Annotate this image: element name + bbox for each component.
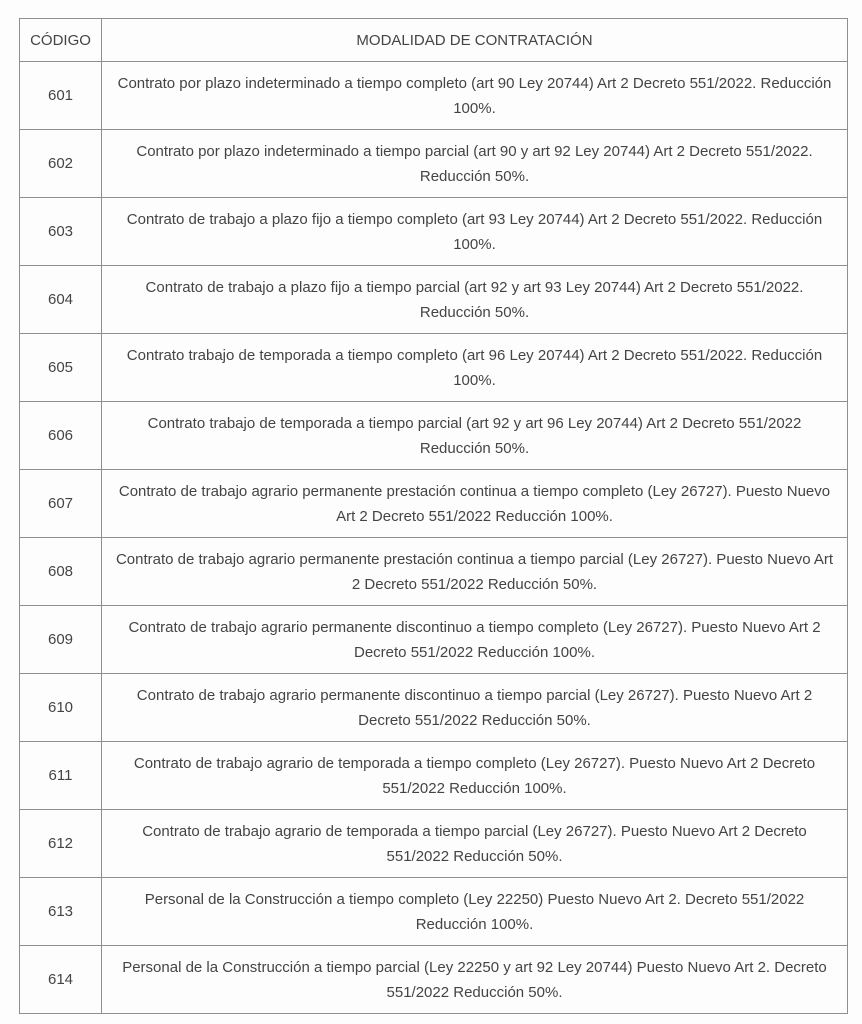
cell-description: Contrato de trabajo agrario de temporada a tiempo completo (Ley 26727). Puesto Nuevo Art 2 Decreto 551/2022 Reducción 100%. (102, 742, 848, 810)
cell-description: Contrato de trabajo agrario de temporada a tiempo parcial (Ley 26727). Puesto Nuevo Art 2 Decreto 551/2022 Reducción 50%. (102, 810, 848, 878)
cell-code: 614 (20, 946, 102, 1014)
cell-code: 610 (20, 674, 102, 742)
table-row (20, 402, 848, 470)
cell-description: Contrato de trabajo agrario permanente prestación continua a tiempo completo (Ley 26727). Puesto Nuevo Art 2 Decreto 551/2022 Reducción 100%. (102, 470, 848, 538)
table-row (20, 878, 848, 946)
table-row (20, 606, 848, 674)
table-body (20, 62, 848, 1014)
cell-description: Contrato de trabajo agrario permanente discontinuo a tiempo parcial (Ley 26727). Puesto Nuevo Art 2 Decreto 551/2022 Reducción 50%. (102, 674, 848, 742)
cell-code: 606 (20, 402, 102, 470)
cell-code: 601 (20, 62, 102, 130)
cell-description: Contrato de trabajo agrario permanente prestación continua a tiempo parcial (Ley 26727). Puesto Nuevo Art 2 Decreto 551/2022 Reducción 50%. (102, 538, 848, 606)
cell-code: 613 (20, 878, 102, 946)
cell-code: 607 (20, 470, 102, 538)
header-modality: MODALIDAD DE CONTRATACIÓN (102, 19, 848, 62)
cell-code: 605 (20, 334, 102, 402)
header-row (20, 19, 848, 62)
table-row (20, 810, 848, 878)
table-row (20, 674, 848, 742)
table-row (20, 334, 848, 402)
cell-code: 611 (20, 742, 102, 810)
header-code: CÓDIGO (20, 19, 102, 62)
cell-description: Contrato trabajo de temporada a tiempo parcial (art 92 y art 96 Ley 20744) Art 2 Decreto 551/2022 Reducción 50%. (102, 402, 848, 470)
cell-code: 604 (20, 266, 102, 334)
cell-description: Contrato de trabajo a plazo fijo a tiempo completo (art 93 Ley 20744) Art 2 Decreto 551/2022. Reducción 100%. (102, 198, 848, 266)
cell-description: Contrato de trabajo agrario permanente discontinuo a tiempo completo (Ley 26727). Puesto Nuevo Art 2 Decreto 551/2022 Reducción 100%. (102, 606, 848, 674)
contract-modality-table (19, 18, 848, 1014)
cell-description: Contrato de trabajo a plazo fijo a tiempo parcial (art 92 y art 93 Ley 20744) Art 2 Decreto 551/2022. Reducción 50%. (102, 266, 848, 334)
table-row (20, 538, 848, 606)
cell-code: 609 (20, 606, 102, 674)
cell-code: 602 (20, 130, 102, 198)
table-row (20, 62, 848, 130)
cell-code: 612 (20, 810, 102, 878)
table-row (20, 946, 848, 1014)
table-row (20, 470, 848, 538)
cell-description: Contrato trabajo de temporada a tiempo completo (art 96 Ley 20744) Art 2 Decreto 551/2022. Reducción 100%. (102, 334, 848, 402)
table-row (20, 198, 848, 266)
table-row (20, 266, 848, 334)
table-header (20, 19, 848, 62)
table-row (20, 130, 848, 198)
cell-description: Personal de la Construcción a tiempo completo (Ley 22250) Puesto Nuevo Art 2. Decreto 551/2022 Reducción 100%. (102, 878, 848, 946)
cell-description: Contrato por plazo indeterminado a tiempo completo (art 90 Ley 20744) Art 2 Decreto 551/2022. Reducción 100%. (102, 62, 848, 130)
cell-description: Personal de la Construcción a tiempo parcial (Ley 22250 y art 92 Ley 20744) Puesto Nuevo Art 2. Decreto 551/2022 Reducción 50%. (102, 946, 848, 1014)
cell-description: Contrato por plazo indeterminado a tiempo parcial (art 90 y art 92 Ley 20744) Art 2 Decreto 551/2022. Reducción 50%. (102, 130, 848, 198)
contract-modality-table-container (19, 18, 847, 1014)
cell-code: 608 (20, 538, 102, 606)
cell-code: 603 (20, 198, 102, 266)
table-row (20, 742, 848, 810)
